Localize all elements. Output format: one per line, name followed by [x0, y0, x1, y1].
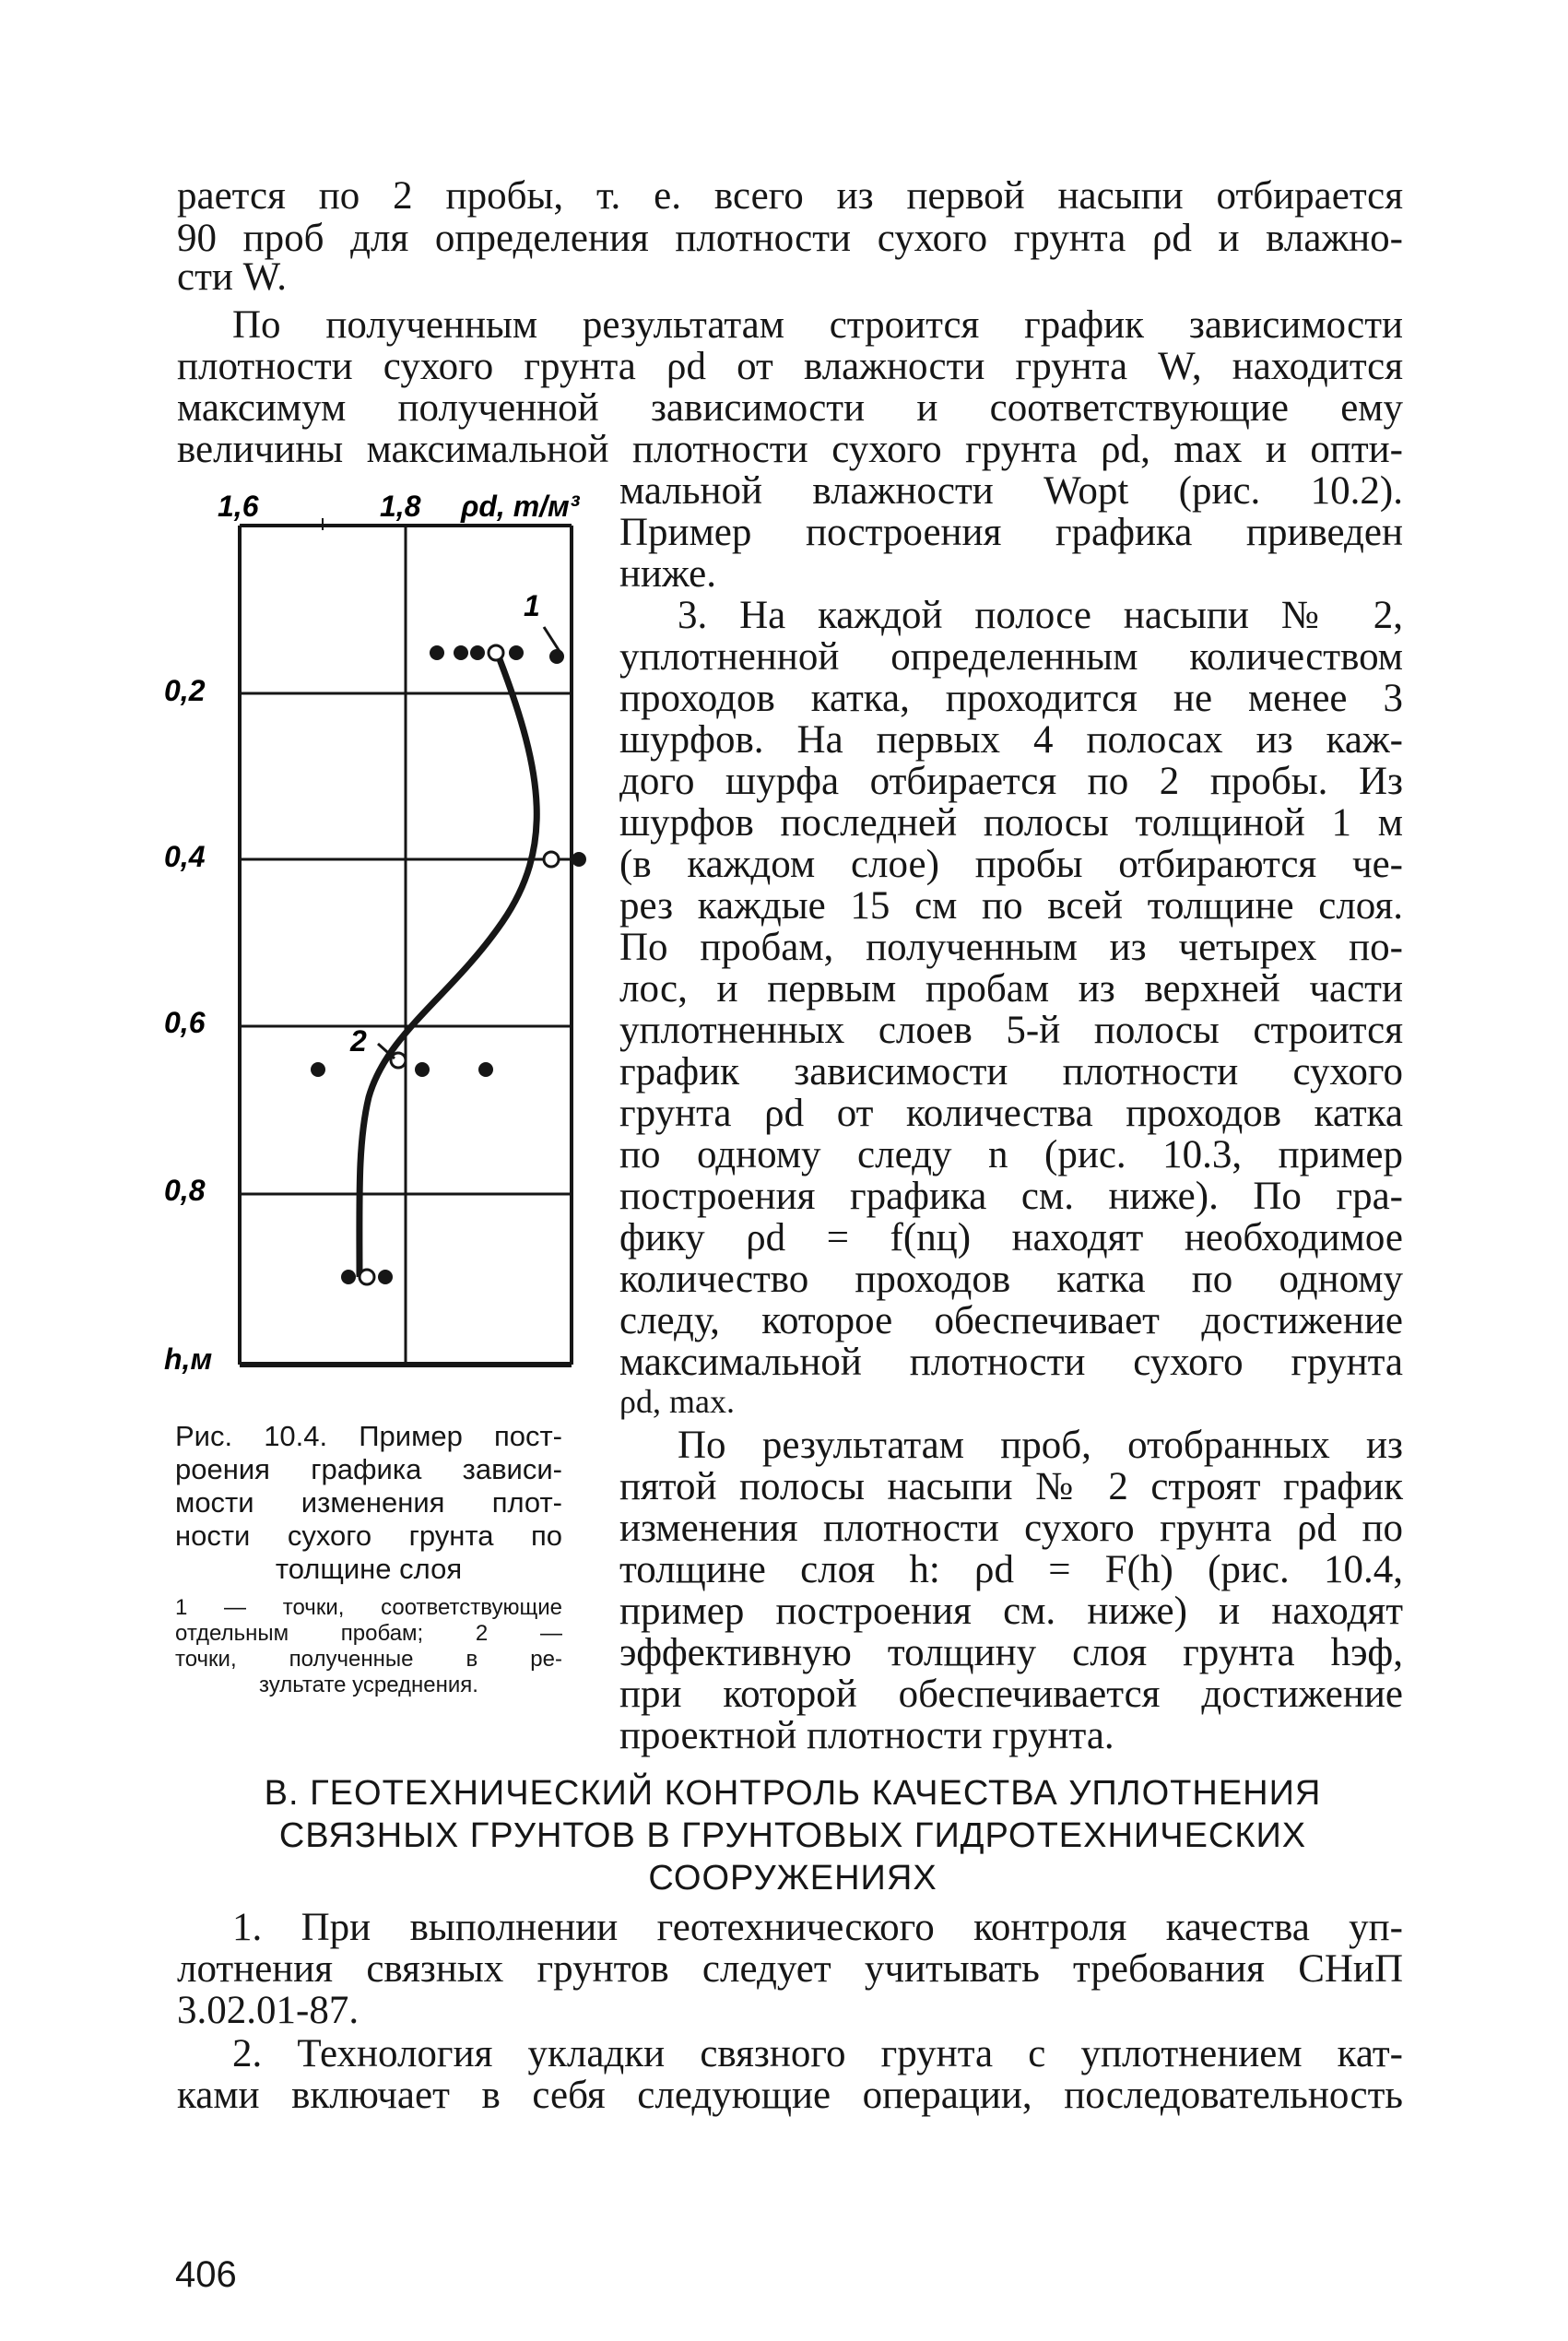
right-col-line: лос, и первым пробам из верхней части [619, 967, 1403, 1011]
right-col-line: грунта ρd от количества проходов катка [619, 1092, 1403, 1135]
right-col-line: 3. На каждой полосе насыпи № 2, [678, 594, 1403, 637]
sample-point [415, 1062, 430, 1077]
caption-legend-line: отдельным пробам; 2 — [175, 1621, 562, 1646]
right-col-line: дого шурфа отбирается по 2 пробы. Из [619, 760, 1403, 803]
sample-point [470, 645, 485, 660]
sample-point [311, 1062, 325, 1077]
right-col-line: мальной влажности Wopt (рис. 10.2). [619, 469, 1403, 513]
paragraph-2-line-4: величины максимальной плотности сухого грунта ρd, max и опти- [177, 428, 1403, 471]
paragraph-2-line-2: плотности сухого грунта ρd от влажности грунта W, находится [177, 345, 1403, 388]
bottom-paragraph-line: 2. Технология укладки связного грунта с уплотнением кат- [232, 2032, 1403, 2075]
averaged-point [489, 645, 503, 660]
right-col-line: толщине слоя h: ρd = F(h) (рис. 10.4, [619, 1548, 1403, 1591]
section-heading-line: СООРУЖЕНИЯХ [648, 1859, 937, 1898]
right-col-line: проходов катка, проходится не менее 3 [619, 677, 1403, 720]
left-label-h-m: h,м [164, 1342, 213, 1376]
right-col-line: пятой полосы насыпи № 2 строят график [619, 1465, 1403, 1508]
right-col-line: ниже. [619, 552, 717, 596]
right-col-line: фику ρd = f(nц) находят необходимое [619, 1216, 1403, 1259]
caption-line: толщине слоя [275, 1553, 463, 1585]
right-col-line: уплотненных слоев 5-й полосы строится [619, 1009, 1403, 1052]
caption-line: Рис. 10.4. Пример пост- [175, 1420, 562, 1452]
caption-legend-line: зультате усреднения. [259, 1673, 478, 1697]
right-col-line: максимальной плотности сухого грунта [619, 1341, 1403, 1384]
right-col-line: пример построения см. ниже) и находят [619, 1590, 1403, 1633]
sample-point [549, 649, 564, 664]
right-col-line: уплотненной определенным количеством [619, 635, 1403, 679]
averaged-point [391, 1053, 406, 1068]
right-col-line: при которой обеспечивается достижение [619, 1673, 1403, 1716]
left-label-0-4: 0,4 [164, 840, 206, 873]
caption-line: ности сухого грунта по [175, 1519, 562, 1552]
page-number: 406 [175, 2254, 237, 2295]
caption-line: роения графика зависи- [175, 1453, 562, 1485]
bottom-paragraph-line: ками включает в себя следующие операции, последовательность [177, 2074, 1403, 2117]
marker-label-1: 1 [524, 589, 540, 622]
right-col-line: По пробам, полученным из четырех по- [619, 926, 1403, 969]
sample-point [478, 1062, 493, 1077]
caption-legend-line: точки, полученные в ре- [175, 1647, 562, 1672]
right-col-line: По результатам проб, отобранных из [678, 1424, 1403, 1467]
paragraph-2-line-1: По полученным результатам строится график зависимости [232, 303, 1403, 347]
right-col-line: построения графика см. ниже). По гра- [619, 1175, 1403, 1218]
top-paragraph-line-1: рается по 2 пробы, т. е. всего из первой насыпи отбирается [177, 174, 1403, 218]
figure-10-4 [157, 479, 599, 1392]
averaged-point [544, 852, 559, 867]
density-curve [360, 659, 536, 1277]
bottom-paragraph-line: 1. При выполнении геотехнического контроля качества уп- [232, 1906, 1403, 1949]
section-heading-line: СВЯЗНЫХ ГРУНТОВ В ГРУНТОВЫХ ГИДРОТЕХНИЧЕСКИХ [278, 1816, 1307, 1855]
right-col-line: количество проходов катка по одному [619, 1258, 1403, 1301]
top-label-1-8: 1,8 [380, 490, 421, 523]
sample-point [430, 645, 444, 660]
marker-label-2: 2 [350, 1024, 367, 1058]
right-col-line: изменения плотности сухого грунта ρd по [619, 1507, 1403, 1550]
right-col-line: шурфов. На первых 4 полосах из каж- [619, 718, 1403, 762]
right-col-line: Пример построения графика приведен [619, 511, 1403, 554]
paragraph-2-line-3: максимум полученной зависимости и соответствующие ему [177, 386, 1403, 430]
section-heading-line: В. ГЕОТЕХНИЧЕСКИЙ КОНТРОЛЬ КАЧЕСТВА УПЛОТНЕНИЯ [264, 1774, 1322, 1813]
top-label-1-6: 1,6 [218, 490, 259, 523]
right-col-line: проектной плотности грунта. [619, 1714, 1114, 1757]
top-paragraph-line-3: сти W. [177, 255, 288, 299]
left-label-0-6: 0,6 [164, 1006, 206, 1039]
right-col-line: ρd, max. [619, 1383, 735, 1420]
right-col-line: график зависимости плотности сухого [619, 1050, 1403, 1094]
averaged-point [360, 1270, 374, 1284]
bottom-paragraph-line: 3.02.01-87. [177, 1989, 360, 2032]
right-col-line: шурфов последней полосы толщиной 1 м [619, 801, 1403, 845]
sample-point [572, 852, 586, 867]
left-label-0-8: 0,8 [164, 1174, 206, 1207]
right-col-line: рез каждые 15 см по всей толщине слоя. [619, 884, 1403, 928]
caption-legend-line: 1 — точки, соответствующие [175, 1595, 562, 1620]
sample-point [378, 1270, 393, 1284]
right-col-line: эффективную толщину слоя грунта hэф, [619, 1631, 1403, 1674]
sample-point [509, 645, 524, 660]
caption-line: мости изменения плот- [175, 1486, 562, 1519]
left-label-0-2: 0,2 [164, 674, 206, 707]
sample-point [454, 645, 468, 660]
right-col-line: (в каждом слое) пробы отбираются че- [619, 843, 1403, 886]
bottom-paragraph-line: лотнения связных грунтов следует учитывать требования СНиП [177, 1947, 1403, 1991]
sample-point [341, 1270, 356, 1284]
top-label-axis-unit: ρd, т/м³ [461, 490, 580, 523]
right-col-line: по одному следу n (рис. 10.3, пример [619, 1133, 1403, 1176]
top-paragraph-line-2: 90 проб для определения плотности сухого грунта ρd и влажно- [177, 217, 1403, 260]
right-col-line: следу, которое обеспечивает достижение [619, 1299, 1403, 1342]
marker-1-leader [544, 627, 560, 653]
